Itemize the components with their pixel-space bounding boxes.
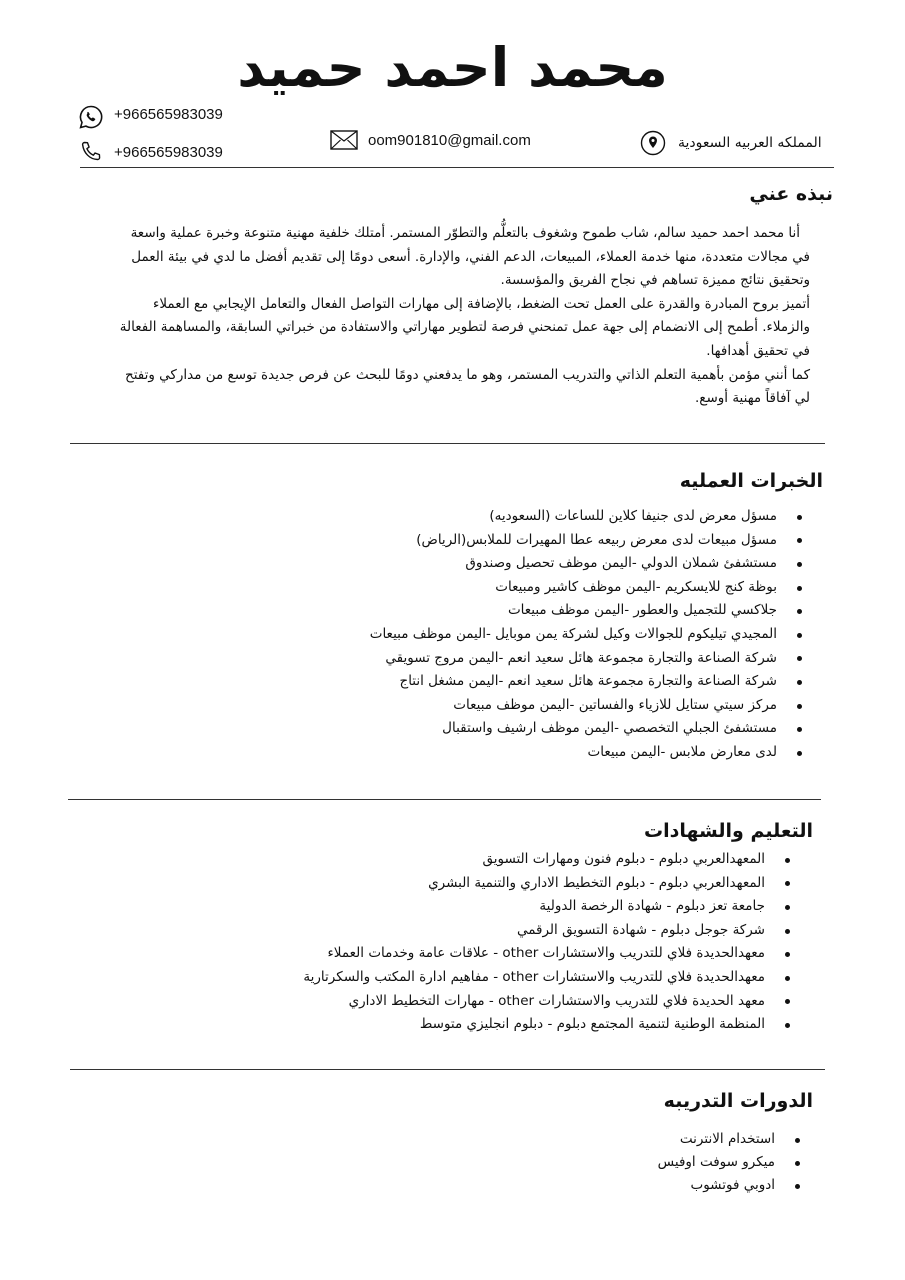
- list-item: مستشفئ شملان الدولي -اليمن موظف تحصيل وصندوق: [370, 552, 807, 576]
- email-contact[interactable]: [330, 130, 531, 150]
- about-paragraph: كما أنني مؤمن بأهمية التعلم الذاتي والتدريب المستمر، وهو ما يدفعني دومًا للبحث عن فرص جديدة توسع من مداركي وتفتح لي آفاقاً مهنية أوسع.: [124, 366, 810, 407]
- about-paragraph: أنا محمد احمد حميد سالم، شاب طموح وشغوف بالتعلُّم والتطوّر المستمر. أمتلك خلفية مهنية متنوعة وخبرة عملية واسعة في مجالات متعددة، منها خدمة العملاء، المبيعات، الدعم الفني، والإدارة. أسعى دومًا إلى تقديم أفضل ما لدي في بيئة العمل وتحقيق نتائج مميزة تساهم في نجاح الفريق والمؤسسة.: [130, 225, 810, 289]
- phone-number: +966565983039: [114, 143, 223, 161]
- location-pin-icon: [640, 130, 666, 156]
- education-divider: [70, 1069, 825, 1070]
- list-item: استخدام الانترنت: [658, 1128, 805, 1151]
- experience-title: الخبرات العمليه: [679, 470, 823, 492]
- list-item: مركز سيتي ستايل للازياء والفساتين -اليمن موظف مبيعات: [370, 694, 807, 718]
- phone-contact[interactable]: [78, 139, 223, 165]
- list-item: مسؤل مبيعات لدى معرض ربيعه عطا المهيرات للملابس(الرياض): [370, 529, 807, 553]
- courses-list: [658, 1128, 805, 1197]
- about-text: [110, 222, 810, 411]
- list-item: جلاكسي للتجميل والعطور -اليمن موظف مبيعات: [370, 599, 807, 623]
- list-item: ميكرو سوفت اوفيس: [658, 1151, 805, 1174]
- list-item: شركة جوجل دبلوم - شهادة التسويق الرقمي: [303, 919, 795, 943]
- list-item: معهدالحديدة فلاي للتدريب والاستشارات other - مفاهيم ادارة المكتب والسكرتارية: [303, 966, 795, 990]
- list-item: ادوبي فوتشوب: [658, 1174, 805, 1197]
- list-item: معهد الحديدة فلاي للتدريب والاستشارات other - مهارات التخطيط الاداري: [303, 990, 795, 1014]
- header-divider: [80, 167, 834, 168]
- whatsapp-contact[interactable]: [78, 104, 223, 130]
- list-item: شركة الصناعة والتجارة مجموعة هائل سعيد انعم -اليمن مروج تسويقي: [370, 647, 807, 671]
- email-address: oom901810@gmail.com: [368, 131, 531, 149]
- list-item: بوظة كنج للايسكريم -اليمن موظف كاشير ومبيعات: [370, 576, 807, 600]
- location-text: المملكه العربيه السعودية: [678, 135, 822, 151]
- list-item: لدى معارض ملابس -اليمن مبيعات: [370, 741, 807, 765]
- list-item: المجيدي تيليكوم للجوالات وكيل لشركة يمن موبايل -اليمن موظف مبيعات: [370, 623, 807, 647]
- experience-divider: [68, 799, 821, 800]
- list-item: المنظمة الوطنية لتنمية المجتمع دبلوم - دبلوم انجليزي متوسط: [303, 1013, 795, 1037]
- whatsapp-number: +966565983039: [114, 105, 223, 123]
- education-list: [303, 848, 795, 1037]
- cv-name: محمد احمد حميد: [237, 36, 668, 99]
- about-divider: [70, 443, 825, 444]
- phone-icon: [78, 139, 104, 165]
- location-contact: [640, 130, 822, 156]
- courses-title: الدورات التدريبه: [663, 1090, 813, 1112]
- list-item: شركة الصناعة والتجارة مجموعة هائل سعيد انعم -اليمن مشغل انتاج: [370, 670, 807, 694]
- education-title: التعليم والشهادات: [644, 820, 813, 842]
- list-item: مسؤل معرض لدى جنيفا كلاين للساعات (السعوديه): [370, 505, 807, 529]
- about-title: نبذه عني: [749, 183, 833, 205]
- list-item: المعهدالعربي دبلوم - دبلوم فنون ومهارات التسويق: [303, 848, 795, 872]
- experience-list: [370, 505, 807, 765]
- mail-icon: [330, 130, 358, 150]
- list-item: المعهدالعربي دبلوم - دبلوم التخطيط الاداري والتنمية البشري: [303, 872, 795, 896]
- list-item: جامعة تعز دبلوم - شهادة الرخصة الدولية: [303, 895, 795, 919]
- about-paragraph: أتميز بروح المبادرة والقدرة على العمل تحت الضغط، بالإضافة إلى مهارات التواصل الفعال والتعامل الإيجابي مع العملاء والزملاء. أطمح إلى الانضمام إلى جهة عمل تمنحني فرصة لتطوير مهاراتي والاستفادة من خبراتي السابقة، والمساهمة الفعالة في تحقيق أهدافها.: [119, 295, 810, 359]
- whatsapp-icon: [78, 104, 104, 130]
- list-item: مستشفئ الجبلي التخصصي -اليمن موظف ارشيف واستقبال: [370, 717, 807, 741]
- list-item: معهدالحديدة فلاي للتدريب والاستشارات other - علاقات عامة وخدمات العملاء: [303, 942, 795, 966]
